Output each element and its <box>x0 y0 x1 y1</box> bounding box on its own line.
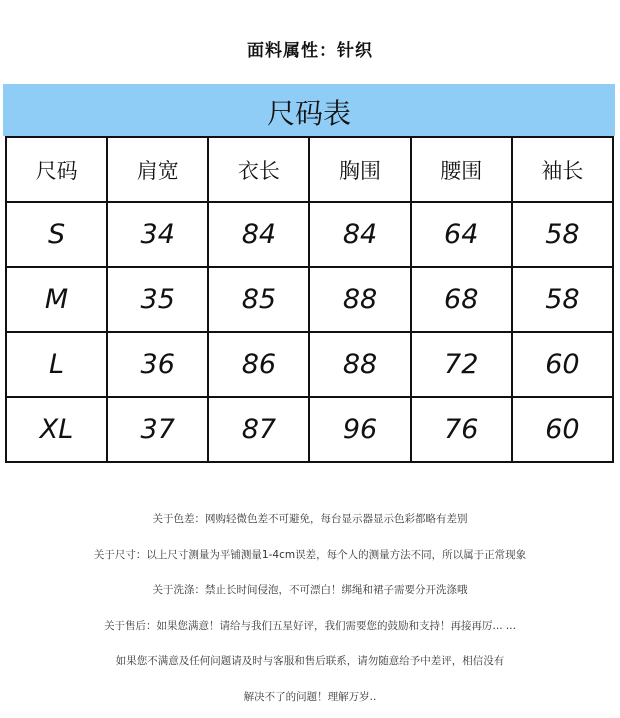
table-cell: 64 <box>411 202 512 267</box>
table-row <box>6 397 613 462</box>
note-washing: 关于洗涤：禁止长时间侵泡，不可漂白！绑绳和裙子需要分开洗涤哦 <box>0 576 620 612</box>
table-cell: 84 <box>208 202 309 267</box>
table-cell: 58 <box>512 267 613 332</box>
table-row <box>6 202 613 267</box>
table-cell: 60 <box>512 332 613 397</box>
table-row <box>6 267 613 332</box>
table-cell: 86 <box>208 332 309 397</box>
note-aftersales: 关于售后：如果您满意！请给与我们五星好评，我们需要您的鼓励和支持！再接再厉... ... <box>0 612 620 648</box>
table-cell: 35 <box>107 267 208 332</box>
table-cell: 34 <box>107 202 208 267</box>
table-cell: 96 <box>309 397 410 462</box>
table-cell: 72 <box>411 332 512 397</box>
size-chart-title: 尺码表 <box>3 84 615 136</box>
table-row <box>6 332 613 397</box>
note-contact: 如果您不满意及任何问题请及时与客服和售后联系，请勿随意给予中差评，相信没有 <box>0 647 620 683</box>
table-cell: 88 <box>309 332 410 397</box>
table-header-row <box>6 137 613 202</box>
table-cell: 37 <box>107 397 208 462</box>
table-cell: 85 <box>208 267 309 332</box>
size-table <box>5 136 614 463</box>
header-sleeve: 袖长 <box>512 137 613 202</box>
table-cell: S <box>6 202 107 267</box>
table-cell: 76 <box>411 397 512 462</box>
table-cell: 84 <box>309 202 410 267</box>
table-cell: 68 <box>411 267 512 332</box>
fabric-attribute: 面料属性：针织 <box>0 36 620 61</box>
header-waist: 腰围 <box>411 137 512 202</box>
header-size: 尺码 <box>6 137 107 202</box>
care-notes <box>0 505 620 718</box>
table-cell: 36 <box>107 332 208 397</box>
table-cell: L <box>6 332 107 397</box>
header-length: 衣长 <box>208 137 309 202</box>
table-cell: 58 <box>512 202 613 267</box>
table-cell: 87 <box>208 397 309 462</box>
table-cell: XL <box>6 397 107 462</box>
header-shoulder: 肩宽 <box>107 137 208 202</box>
table-cell: 88 <box>309 267 410 332</box>
table-cell: 60 <box>512 397 613 462</box>
note-size: 关于尺寸：以上尺寸测量为平铺测量1-4cm误差，每个人的测量方法不同，所以属于正常现象 <box>0 541 620 577</box>
note-closing: 解决不了的问题！理解万岁.. <box>0 683 620 718</box>
note-color: 关于色差：网购轻微色差不可避免，每台显示器显示色彩都略有差别 <box>0 505 620 541</box>
header-chest: 胸围 <box>309 137 410 202</box>
table-cell: M <box>6 267 107 332</box>
